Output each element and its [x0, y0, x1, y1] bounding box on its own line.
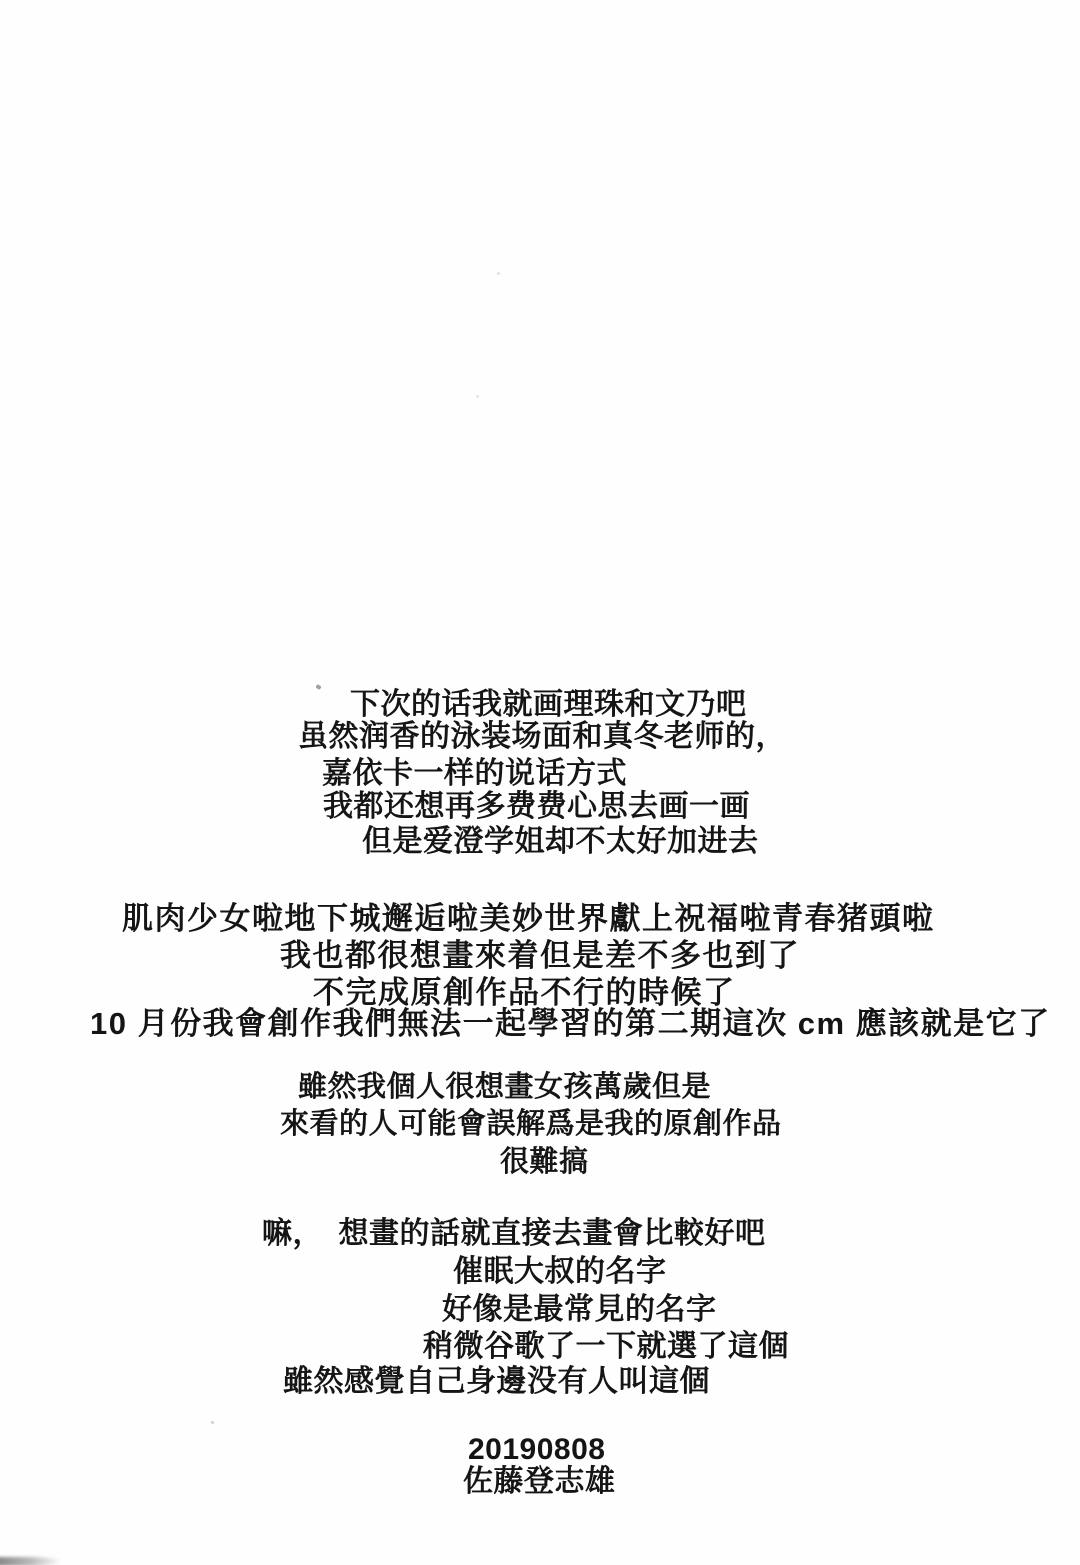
afterword-line: 但是爱澄学姐却不太好加进去	[362, 825, 759, 858]
afterword-line: 不完成原創作品不行的時候了	[313, 975, 736, 1010]
afterword-line: 好像是最常見的名字	[442, 1293, 717, 1326]
afterword-line: 雖然感覺自己身邊没有人叫這個	[283, 1365, 710, 1398]
afterword-line: 雖然我個人很想畫女孩萬歲但是	[298, 1071, 712, 1103]
scan-speck	[211, 1421, 214, 1424]
afterword-line: 很難搞	[500, 1146, 589, 1178]
signature-author: 佐藤登志雄	[463, 1465, 616, 1498]
afterword-line: 10 月份我會創作我們無法一起學習的第二期這次 cm 應該就是它了	[90, 1006, 1051, 1041]
scan-smudge	[0, 1557, 62, 1565]
afterword-line: 下次的话我就画理珠和文乃吧	[350, 688, 747, 721]
afterword-line: 虽然润香的泳装场面和真冬老师的，	[298, 720, 786, 753]
afterword-line: 肌肉少女啦地下城邂逅啦美妙世界獻上祝福啦青春猪頭啦	[122, 901, 935, 936]
afterword-line: 來看的人可能會誤解爲是我的原創作品	[280, 1108, 782, 1140]
scan-speck	[315, 684, 321, 690]
afterword-line: 嘉依卡一样的说话方式	[322, 757, 627, 790]
scan-speck	[476, 395, 479, 398]
afterword-line: 我都还想再多费费心思去画一画	[323, 790, 750, 823]
afterword-line: 我也都很想畫來着但是差不多也到了	[280, 938, 800, 973]
afterword-line: 催眠大叔的名字	[453, 1255, 667, 1288]
afterword-line: 稍微谷歌了一下就選了這個	[423, 1330, 789, 1363]
scan-speck	[497, 272, 500, 275]
signature-date: 20190808	[468, 1433, 606, 1466]
afterword-line: 嘛， 想畫的話就直接去畫會比較好吧	[262, 1217, 766, 1250]
